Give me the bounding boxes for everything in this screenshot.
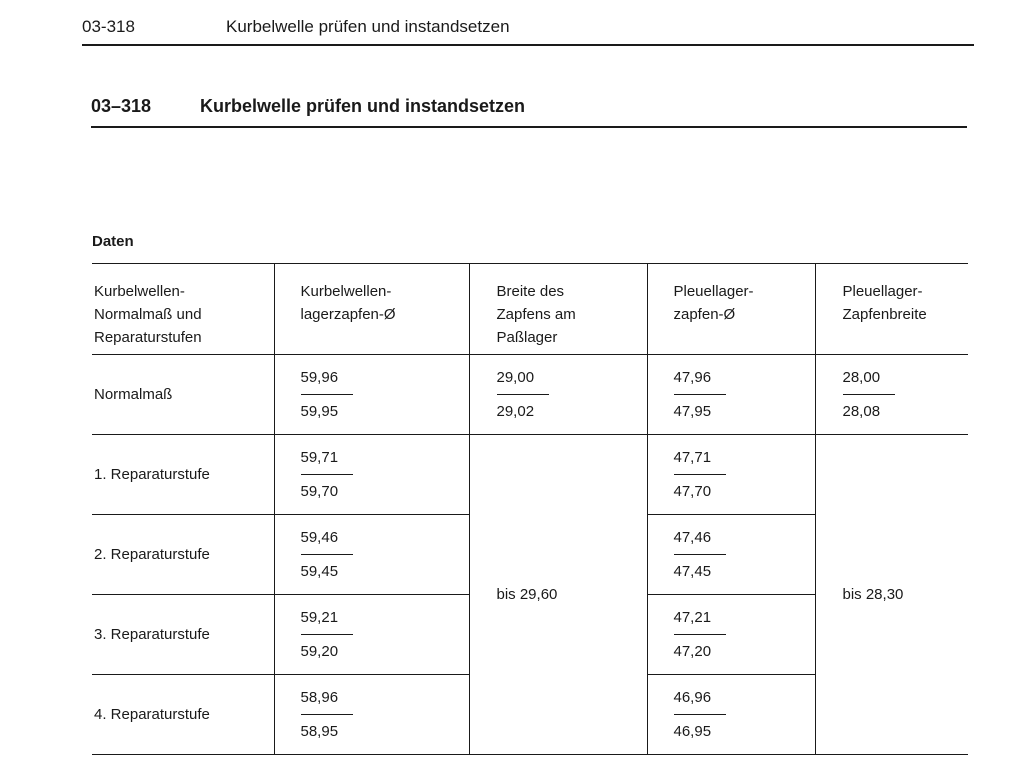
- upper-value: 58,96: [300, 688, 339, 706]
- table-row: [92, 435, 968, 515]
- header-line: Normalmaß und: [94, 306, 202, 323]
- crankshaft-data-table: [92, 263, 968, 755]
- crankpin-cell: [647, 595, 815, 675]
- header-stage: [92, 264, 274, 355]
- crankpin-cell: [647, 675, 815, 755]
- header-crankpin: [647, 264, 815, 355]
- lower-value: 59,20: [300, 642, 339, 660]
- stage-cell: 4. Reparaturstufe: [92, 675, 274, 755]
- main-journal-cell: [274, 355, 469, 435]
- lower-value: 47,45: [673, 562, 712, 580]
- header-line: Reparaturstufen: [94, 329, 202, 346]
- header-line: Breite des: [496, 283, 565, 300]
- stage-cell: 3. Reparaturstufe: [92, 595, 274, 675]
- lower-value: 58,95: [300, 722, 339, 740]
- table-header-row: [92, 264, 968, 355]
- lower-value: 29,02: [496, 402, 535, 420]
- repair-crankpin-width-value: bis 28,30: [842, 586, 904, 603]
- tolerance-fraction: [843, 368, 895, 422]
- fraction-bar: [674, 554, 726, 555]
- lower-value: 59,95: [300, 402, 339, 420]
- crankpin-width-cell: [815, 355, 968, 435]
- header-line: Pleuellager-: [673, 283, 754, 300]
- main-journal-cell: [274, 515, 469, 595]
- lower-value: 47,20: [673, 642, 712, 660]
- tolerance-fraction: [301, 688, 353, 742]
- lower-value: 28,08: [842, 402, 881, 420]
- stage-cell: 2. Reparaturstufe: [92, 515, 274, 595]
- header-line: Kurbelwellen-: [300, 283, 392, 300]
- tolerance-fraction: [674, 448, 726, 502]
- crankpin-cell: [647, 355, 815, 435]
- section-title: Kurbelwelle prüfen und instandsetzen: [200, 96, 526, 116]
- header-line: lagerzapfen-Ø: [300, 306, 396, 323]
- tolerance-fraction: [301, 448, 353, 502]
- tolerance-fraction: [301, 368, 353, 422]
- fraction-bar: [301, 554, 353, 555]
- upper-value: 47,96: [673, 368, 712, 386]
- header-main-journal: [274, 264, 469, 355]
- header-line: Pleuellager-: [842, 283, 923, 300]
- tolerance-fraction: [497, 368, 549, 422]
- table-row: [92, 355, 968, 435]
- tolerance-fraction: [674, 528, 726, 582]
- data-label: Daten: [92, 233, 134, 250]
- upper-value: 59,46: [300, 528, 339, 546]
- main-journal-cell: [274, 435, 469, 515]
- stage-cell: 1. Reparaturstufe: [92, 435, 274, 515]
- fraction-bar: [301, 394, 353, 395]
- main-journal-cell: [274, 675, 469, 755]
- upper-value: 59,96: [300, 368, 339, 386]
- header-line: Kurbelwellen-: [94, 283, 185, 300]
- section-heading: [91, 92, 967, 128]
- repair-width-fit-bearing-value: bis 29,60: [496, 586, 558, 603]
- header-line: Zapfenbreite: [842, 306, 927, 323]
- upper-value: 59,21: [300, 608, 339, 626]
- section-number: 03–318: [91, 96, 152, 116]
- repair-crankpin-width-cell: [815, 435, 968, 755]
- tolerance-fraction: [301, 528, 353, 582]
- tolerance-fraction: [674, 368, 726, 422]
- crankpin-cell: [647, 435, 815, 515]
- fraction-bar: [843, 394, 895, 395]
- fraction-bar: [301, 714, 353, 715]
- upper-value: 47,21: [673, 608, 712, 626]
- upper-value: 47,46: [673, 528, 712, 546]
- fraction-bar: [674, 394, 726, 395]
- lower-value: 46,95: [673, 722, 712, 740]
- fraction-bar: [301, 634, 353, 635]
- crankpin-cell: [647, 515, 815, 595]
- tolerance-fraction: [301, 608, 353, 662]
- lower-value: 47,95: [673, 402, 712, 420]
- lower-value: 59,70: [300, 482, 339, 500]
- fraction-bar: [674, 634, 726, 635]
- upper-value: 28,00: [842, 368, 881, 386]
- main-journal-cell: [274, 595, 469, 675]
- tolerance-fraction: [674, 608, 726, 662]
- header-crankpin-width: [815, 264, 968, 355]
- header-line: Zapfens am: [496, 306, 576, 323]
- fraction-bar: [674, 714, 726, 715]
- upper-value: 47,71: [673, 448, 712, 466]
- lower-value: 47,70: [673, 482, 712, 500]
- header-line: Paßlager: [496, 329, 558, 346]
- upper-value: 29,00: [496, 368, 535, 386]
- tolerance-fraction: [674, 688, 726, 742]
- fraction-bar: [497, 394, 549, 395]
- header-width-fit-bearing: [469, 264, 647, 355]
- repair-width-fit-bearing-cell: [469, 435, 647, 755]
- fraction-bar: [301, 474, 353, 475]
- stage-cell: Normalmaß: [92, 355, 274, 435]
- header-line: zapfen-Ø: [673, 306, 736, 323]
- fraction-bar: [674, 474, 726, 475]
- running-header-title: Kurbelwelle prüfen und instandsetzen: [226, 17, 510, 36]
- upper-value: 59,71: [300, 448, 339, 466]
- lower-value: 59,45: [300, 562, 339, 580]
- running-header-number: 03-318: [82, 17, 135, 36]
- width-fit-bearing-cell: [469, 355, 647, 435]
- running-header: [82, 14, 974, 46]
- upper-value: 46,96: [673, 688, 712, 706]
